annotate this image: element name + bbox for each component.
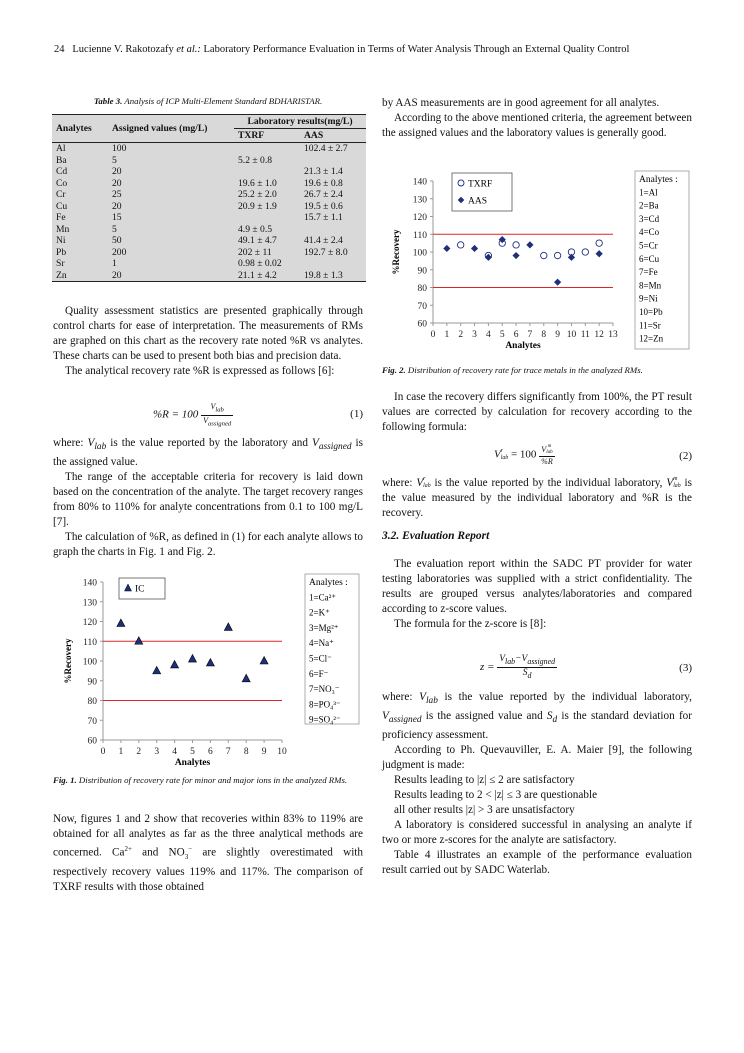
table-cell: 49.1 ± 4.7 [238,235,277,246]
x-tick-label: 7 [225,747,231,757]
judgment-2: Results leading to 2 < |z| ≤ 3 are questionable [394,789,598,802]
analyte-key-title: Analytes : [639,175,678,185]
analyte-key-item: 5=Cr [639,240,658,251]
right-text-block-1 [382,96,692,141]
table-cell: Al [52,143,108,155]
paragraph: According to Ph. Quevauviller, E. A. Maier [9], the following judgment is made: [382,744,692,772]
col-lab-results: Laboratory results(mg/L) [234,115,366,129]
data-point-txrf [457,242,463,248]
analyte-key-item: 6=Cu [639,253,660,264]
x-tick-label: 1 [444,330,450,340]
table-cell: Sr [56,258,65,269]
right-text-block-3 [382,476,692,521]
x-axis-label: Analytes [174,758,211,768]
header-authors: Lucienne V. Rakotozafy [72,44,174,55]
table-row [52,201,366,213]
col-aas: AAS [300,129,366,143]
table-cell: 1 [112,258,117,269]
figure-1-caption [53,775,363,785]
table-cell [300,155,366,167]
data-point-ic [171,660,179,668]
data-point-ic [206,658,214,666]
data-point-ic [117,619,125,627]
table-row [52,166,366,178]
y-tick-label: 90 [417,266,427,277]
analyte-key-item: 3=Cd [639,213,660,224]
x-tick-label: 7 [527,330,533,340]
table-row [52,258,366,270]
analyte-key-item: 5=Cl⁻ [309,653,332,664]
y-tick-label: 80 [87,697,97,707]
data-point-aas [471,245,478,252]
table-cell: 20 [112,177,122,189]
table-cell: 20 [112,166,122,177]
eq3-number: (3) [679,662,692,674]
eq1-den-sub: assigned [207,420,232,428]
y-tick-label: 90 [87,677,97,688]
table-cell: 5 [112,223,117,235]
table-cell: 200 [112,246,127,258]
fig2-label: Fig. 2. [382,365,406,375]
data-point-aas [596,250,603,257]
col-analytes: Analytes [52,115,108,143]
analyte-key-item: 1=Al [639,187,658,198]
x-tick-label: 0 [430,330,436,340]
x-tick-label: 4 [172,747,177,757]
figure-1-chart [53,568,365,773]
table-cell: 21.1 ± 4.2 [234,270,300,282]
table-cell [300,258,366,270]
paragraph: Now, figures 1 and 2 show that recoveries within 83% to 119% are obtained for all analytes as far as the three analytical methods are concerned. $Ca^{2+}$ and $NO_3^-$ are slightly overestimated with respectively recovery values 119% and 117%. The comparison of TXRF results with those obtained [53,813,364,893]
right-text-block-4 [382,557,692,632]
equation-3: z = $\frac{V_{lab}-V_{assigned}}{S_d}$ (3) [480,654,692,680]
eq1-number: (1) [350,408,363,420]
x-tick-label: 9 [261,747,267,757]
paragraph: Quality assessment statistics are presented graphically through control charts for ease of interpretation. The measurements of RMs are graphed on this chart as the recovery rate noted %R vs analytes. These charts can be used to present both bias and precision data. [53,305,363,362]
x-tick-label: 12 [594,330,604,340]
legend-label: TXRF [468,179,493,190]
analyte-key-item: 3=Mg²⁺ [309,622,339,633]
eq2-number: (2) [679,450,692,462]
data-point-aas [512,252,519,259]
x-axis-label: Analytes [505,341,541,351]
y-tick-label: 120 [412,213,427,223]
data-point-txrf [554,252,560,258]
table-cell: 15 [112,212,122,223]
paragraph: According to the above mentioned criteria, the agreement between the assigned values and the laboratory values is generally good. [382,112,692,139]
judgment-1: Results leading to |z| ≤ 2 are satisfactory [394,774,575,787]
y-tick-label: 140 [82,578,97,589]
paragraph: The calculation of %R, as defined in (1) for each analyte allows to graph the charts in Fig. 1 and Fig. 2. [53,531,363,559]
analyte-key-item: 2=Ba [639,200,659,211]
analyte-key-item: 8=Mn [639,280,662,291]
data-point-aas [568,254,575,261]
eq3-lhs: z = [480,660,498,673]
table-cell: 20 [108,270,234,282]
x-tick-label: 10 [566,330,577,340]
analyte-key-item: 9=Ni [639,293,658,304]
data-point-ic [135,637,143,645]
y-tick-label: 130 [412,195,427,206]
table-cell [234,143,300,155]
equation-1 [53,400,363,430]
header-title: Laboratory Performance Evaluation in Terms of Water Analysis Through an External Quality Control [203,44,630,55]
x-tick-label: 6 [208,747,213,757]
paragraph: where: $V_{lab}$ is the value reported by the individual laboratory, $V_{assigned}$ is the assigned value and $S_d$ is the standard deviation for proficiency assessment. [382,691,692,742]
table-cell: 100 [108,143,234,155]
x-tick-label: 3 [472,330,477,340]
table-cell: Ni [56,235,66,246]
analyte-key-item: 10=Pb [639,307,663,317]
paragraph: The formula for the z-score is [8]: [394,618,547,630]
left-text-block-1 [53,304,363,379]
x-tick-label: 6 [513,330,519,340]
x-tick-label: 3 [154,747,160,757]
fig2-caption-text: Distribution of recovery rate for trace metals in the analyzed RMs. [407,365,643,375]
table-cell: 26.7 ± 2.4 [303,189,343,200]
table-cell: 19.6 ± 1.0 [238,177,277,189]
y-tick-label: 110 [83,637,97,648]
table-cell: 25 [112,189,122,200]
analyte-key-item: 2=K⁺ [309,607,330,618]
x-tick-label: 10 [277,747,287,757]
y-tick-label: 100 [412,248,427,259]
x-tick-label: 1 [118,747,124,757]
table3-caption [53,96,363,106]
x-tick-label: 8 [243,747,249,757]
table-row [52,212,366,224]
x-tick-label: 2 [136,747,142,757]
analyte-key-item: 6=F⁻ [309,668,329,679]
data-point-aas [526,241,533,248]
table-cell: Ba [56,154,67,166]
data-point-ic [224,623,232,631]
y-tick-label: 60 [417,319,427,330]
left-text-block-3 [53,812,363,895]
data-point-ic [242,674,250,682]
x-tick-label: 5 [499,330,505,340]
analyte-key-item: 8=PO₄³⁻ [309,699,341,710]
x-tick-label: 5 [190,747,195,757]
col-assigned: Assigned values (mg/L) [108,115,234,143]
x-tick-label: 8 [541,330,547,340]
table-cell: 21.3 ± 1.4 [303,166,343,177]
table-cell [234,166,300,178]
right-text-block-2 [382,390,692,435]
table-cell: Fe [56,212,66,223]
analyte-key-item: 7=NO₃⁻ [309,684,340,695]
table-cell: 5 [112,154,117,166]
page-number: 24 [54,44,65,55]
x-tick-label: 0 [100,747,106,757]
table3 [52,114,366,282]
paragraph: The evaluation report within the SADC PT provider for water testing laboratories was supplied with a strict confidentiality. The results are grouped versus analytes/laboratories and compared according to z-score values. [382,558,692,615]
table-row [52,143,366,155]
legend-label: IC [135,584,145,595]
table-cell: Pb [56,246,67,258]
legend-marker-txrf [458,180,464,186]
y-tick-label: 100 [82,657,97,668]
table-row [52,189,366,201]
paragraph: The analytical recovery rate %R is expressed as follows [6]: [65,365,335,377]
judgment-3: all other results |z| > 3 are unsatisfactory [394,804,575,817]
table-cell: 19.8 ± 1.3 [300,270,366,282]
table-cell: 41.4 ± 2.4 [303,235,343,246]
data-point-txrf [541,252,547,258]
y-tick-label: 70 [87,716,97,727]
table-cell: 50 [112,235,122,246]
paragraph: The range of the acceptable criteria for recovery is laid down based on the concentration of the analyte. The target recovery ranges from 80% to 110% for analyte concentrations from 0.1 to 100 mg/L [7]. [53,471,363,529]
table-cell: Co [56,177,68,189]
data-point-txrf [596,240,602,246]
table-cell: Cu [56,200,68,212]
table-row [52,270,366,282]
table-cell: 192.7 ± 8.0 [303,246,348,258]
data-point-txrf [513,242,519,248]
data-point-aas [554,279,561,286]
x-tick-label: 4 [486,330,491,340]
x-tick-label: 9 [555,330,560,340]
table-cell: Cd [56,166,68,177]
table-row [52,155,366,167]
figure-2-caption [382,365,692,375]
y-axis-label: %Recovery [391,229,401,275]
y-axis-label: %Recovery [63,638,73,684]
table-cell [300,224,366,236]
header-etal: et al.: [176,44,201,55]
analyte-key-title: Analytes : [309,578,348,588]
paragraph: where: V r lab is the value reported by the individual laboratory, V m lab is the value measured by the individual laboratory and %R is the recovery. [382,476,692,519]
data-point-aas [443,245,450,252]
table-cell: 15.7 ± 1.1 [303,212,343,223]
table3-caption-text: Analysis of ICP Multi-Element Standard BDHARISTAR. [124,96,323,106]
y-tick-label: 60 [87,736,97,747]
figure-2-chart [383,167,695,362]
x-tick-label: 13 [608,330,618,340]
analyte-key-item: 9=SO₄²⁻ [309,714,341,725]
equation-2: V r lab = 100 V m lab %R (2) [494,444,692,466]
legend-label: AAS [468,196,488,207]
analyte-key-item: 4=Co [639,227,660,238]
data-point-txrf [582,249,588,255]
table-cell: 0.98 ± 0.02 [238,258,282,269]
col-txrf: TXRF [234,129,300,143]
fig1-caption-text: Distribution of recovery rate for minor and major ions in the analyzed RMs. [78,775,348,785]
paragraph: A laboratory is considered successful in analysing an analyte if two or more z-scores for the analyte are satisfactory. [382,819,692,847]
table-cell: 19.6 ± 0.8 [303,177,343,189]
fig1-label: Fig. 1. [53,775,77,785]
table3-caption-label: Table 3. [93,96,123,106]
eq1-den: V [203,415,208,425]
paragraph: In case the recovery differs significantly from 100%, the PT result values are corrected by calculation for recovery according to the following formula: [382,391,692,433]
running-header [54,44,704,55]
table-cell: 20.9 ± 1.9 [238,200,277,212]
y-tick-label: 120 [82,618,97,628]
x-tick-label: 11 [580,330,590,340]
y-tick-label: 140 [412,177,427,188]
table-cell: 5.2 ± 0.8 [238,154,273,166]
table-cell: 102.4 ± 2.7 [300,143,366,155]
table-cell [234,212,300,224]
table-cell: 25.2 ± 2.0 [238,189,277,200]
paragraph: where: $V_{lab}$ is the value reported by the laboratory and $V_{assigned}$ is the assigned value. [53,437,363,469]
table-row [52,224,366,236]
table-cell: 19.5 ± 0.6 [303,200,343,212]
table-cell: 202 ± 11 [238,246,272,258]
data-point-ic [189,655,197,663]
analyte-key-item: 11=Sr [639,320,661,331]
table-cell: 4.9 ± 0.5 [238,223,273,235]
y-tick-label: 110 [413,230,427,241]
table-cell: 20 [112,200,122,212]
table-row [52,178,366,190]
analyte-key-item: 7=Fe [639,267,658,278]
y-tick-label: 130 [82,598,97,609]
eq1-num-sub: lab [215,406,224,414]
analyte-key-item: 12=Zn [639,333,664,344]
left-text-block-2 [53,436,363,560]
analyte-key-item: 1=Ca²⁺ [309,592,337,603]
eq2-mid: = 100 [508,448,540,461]
y-tick-label: 70 [417,301,427,312]
x-tick-label: 2 [458,330,464,340]
table-cell: Cr [56,189,66,200]
section-heading: 3.2. Evaluation Report [382,530,490,542]
eq1-num: V [210,402,216,411]
table-row [52,247,366,259]
data-point-ic [260,657,268,665]
analyte-key-item: 4=Na⁺ [309,638,334,649]
paragraph: by AAS measurements are in good agreement for all analytes. [382,97,660,109]
right-text-block-5 [382,690,692,878]
table-cell: Mn [56,223,70,235]
table-row [52,235,366,247]
eq2-lhs: V [494,448,501,461]
table-cell: Zn [52,270,108,282]
y-tick-label: 80 [417,284,427,294]
paragraph: Table 4 illustrates an example of the performance evaluation result carried out by SADC Waterlab. [382,849,692,877]
data-point-ic [153,666,161,674]
eq1-lhs: %R = 100 [153,408,199,421]
